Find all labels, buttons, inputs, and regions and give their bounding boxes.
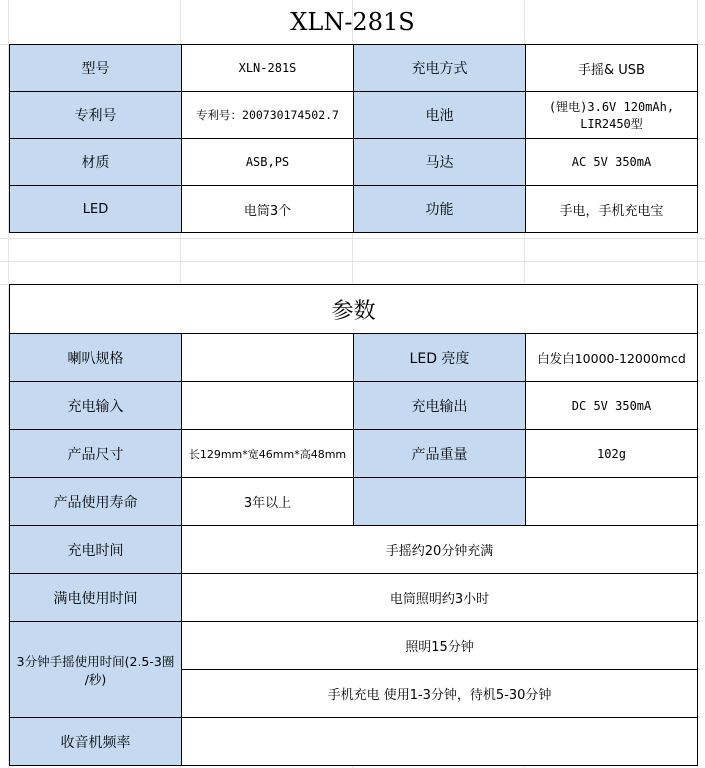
size-value[interactable]: 长129mm*宽46mm*高48mm: [182, 430, 354, 478]
material-label[interactable]: 材质: [10, 139, 182, 186]
weight-label[interactable]: 产品重量: [354, 430, 526, 478]
led-label[interactable]: LED: [10, 186, 182, 233]
charge-time-label[interactable]: 充电时间: [10, 526, 182, 574]
spec-table: [9, 44, 698, 233]
function-label[interactable]: 功能: [354, 186, 526, 233]
table-row: [10, 718, 698, 766]
led-brightness-label[interactable]: LED 亮度: [354, 334, 526, 382]
table-row: [10, 285, 698, 334]
empty-label-cell[interactable]: [354, 478, 526, 526]
charge-input-value[interactable]: [182, 382, 354, 430]
table-row: [10, 574, 698, 622]
battery-label[interactable]: 电池: [354, 92, 526, 139]
gridline: [0, 261, 705, 262]
gridline: [0, 238, 705, 239]
battery-value-line1: (锂电)3.6V 120mAh,: [548, 100, 675, 114]
led-value[interactable]: 电筒3个: [182, 186, 354, 233]
table-row: [10, 622, 698, 670]
motor-value[interactable]: AC 5V 350mA: [526, 139, 698, 186]
radio-value[interactable]: [182, 718, 698, 766]
patent-label[interactable]: 专利号: [10, 92, 182, 139]
radio-label[interactable]: 收音机频率: [10, 718, 182, 766]
motor-label[interactable]: 马达: [354, 139, 526, 186]
model-value[interactable]: XLN-281S: [182, 45, 354, 92]
lifespan-value[interactable]: 3年以上: [182, 478, 354, 526]
table-row: [10, 45, 698, 92]
function-value[interactable]: 手电，手机充电宝: [526, 186, 698, 233]
table-row: [10, 92, 698, 139]
params-heading[interactable]: 参数: [10, 285, 698, 334]
table-row: [10, 139, 698, 186]
full-use-value[interactable]: 电筒照明约3小时: [182, 574, 698, 622]
crank-time-label[interactable]: [10, 622, 182, 718]
table-row: [10, 334, 698, 382]
material-value[interactable]: ASB,PS: [182, 139, 354, 186]
crank-light-value[interactable]: 照明15分钟: [182, 622, 698, 670]
speaker-label[interactable]: 喇叭规格: [10, 334, 182, 382]
crank-label-line2: /秒): [84, 671, 107, 687]
charge-time-value[interactable]: 手摇约20分钟充满: [182, 526, 698, 574]
size-label[interactable]: 产品尺寸: [10, 430, 182, 478]
charge-output-label[interactable]: 充电输出: [354, 382, 526, 430]
patent-value[interactable]: 专利号：200730174502.7: [182, 92, 354, 139]
battery-value-line2: LIR2450型: [580, 117, 643, 131]
model-label[interactable]: 型号: [10, 45, 182, 92]
page-title: XLN-281S: [290, 8, 415, 36]
crank-label-line1: 3分钟手摇使用时间(2.5-3圈: [16, 653, 175, 669]
table-row: [10, 382, 698, 430]
empty-value-cell[interactable]: [526, 478, 698, 526]
table-row: [10, 478, 698, 526]
charge-method-label[interactable]: 充电方式: [354, 45, 526, 92]
crank-phone-value[interactable]: 手机充电 使用1-3分钟，待机5-30分钟: [182, 670, 698, 718]
battery-value[interactable]: [526, 92, 698, 139]
lifespan-label[interactable]: 产品使用寿命: [10, 478, 182, 526]
table-row: [10, 430, 698, 478]
charge-output-value[interactable]: DC 5V 350mA: [526, 382, 698, 430]
table-row: [10, 186, 698, 233]
speaker-value[interactable]: [182, 334, 354, 382]
params-table: [9, 284, 698, 766]
weight-value[interactable]: 102g: [526, 430, 698, 478]
charge-method-value[interactable]: 手摇& USB: [526, 45, 698, 92]
table-row: [10, 526, 698, 574]
full-use-label[interactable]: 满电使用时间: [10, 574, 182, 622]
charge-input-label[interactable]: 充电输入: [10, 382, 182, 430]
led-brightness-value[interactable]: 白发白10000-12000mcd: [526, 334, 698, 382]
